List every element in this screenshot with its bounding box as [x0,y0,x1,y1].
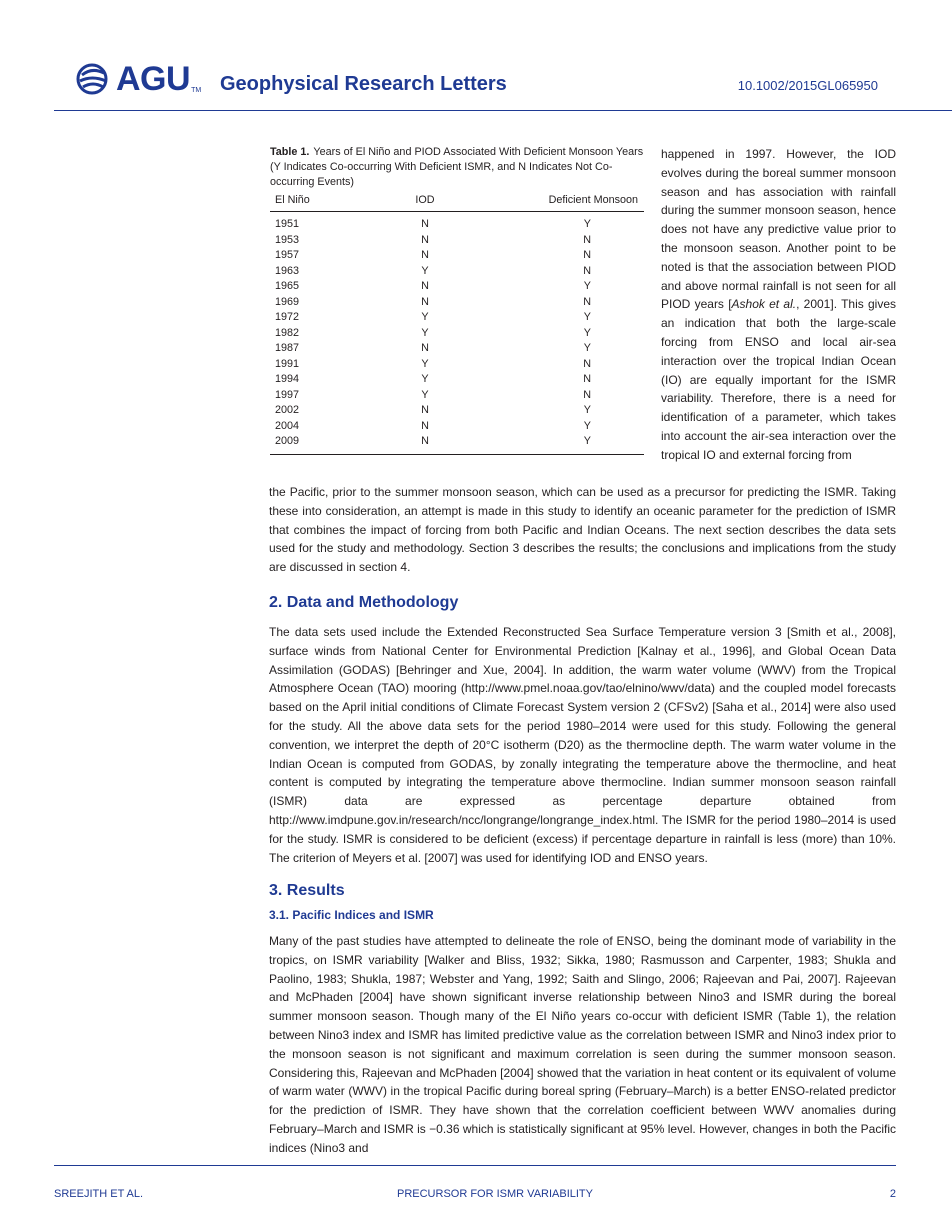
table-cell: 1991 [275,357,300,370]
table-cell: 1987 [275,342,300,354]
journal-title: Geophysical Research Letters [220,73,507,95]
table-row [270,264,644,280]
table-cell: Y [583,311,591,323]
table-header-row [270,192,644,212]
section-2-paragraph: The data sets used include the Extended Reconstructed Sea Surface Temperature version 3 [Smith et al., 2008], surface winds from National Center for Environmental Prediction [Kalnay et al., 1996], and Global Ocean Data Assimilation (GODAS) [Behringer and Xue, 2004]. In addition, the warm water volume (WWV) from the Tropical Atmosphere Ocean (TAO) mooring (http://www.pmel.noaa.gov/tao/elnino/wwv/data) and the coupled model forecasts based on the April initial conditions of Climate Forecast System version 2 (CFSv2) [Saha et al., 2014] were also used for the study. All the above data sets for the period 1980–2014 were used for this study. Following the general convention, we interpret the depth of 20°C isotherm (D20) as the thermocline depth. The warm water volume in the Indian Ocean is computed from GODAS, by zonally integrating the temperature above the thermocline, and heat content is computed by integrating the temperature above thermocline. Indian summer monsoon season rainfall (ISMR) data are expressed as percentage departure obtained from http://www.imdpune.gov.in/research/ncc/longrange/longrange_index.html. The ISMR for the period 1980–2014 is used for the study. ISMR is considered to be deficient (excess) if percentage departure in rainfall is less (more) than 10%. The criterion of Meyers et al. [2007] was used for identifying IOD and ENSO years. [269,625,896,865]
agu-globe-icon [76,63,114,95]
table-cell: 1957 [275,249,300,261]
table-cell: N [583,357,591,370]
table-cell: N [421,404,429,416]
table-cell: N [583,388,591,401]
table-header-cell: Deficient Monsoon [548,194,638,206]
table-row [270,233,644,249]
table-row [270,279,644,295]
table-cell: Y [583,342,591,354]
table-cell: 1969 [275,295,300,308]
table-cell: N [421,233,429,246]
table-cell: N [421,249,429,261]
table-cell: 1965 [275,280,300,292]
table-cell: 2009 [275,435,300,447]
section-3-1-heading: 3.1. Pacific Indices and ISMR [269,908,434,922]
table-row [270,248,644,264]
table-cell: N [421,280,429,292]
table-cell: N [421,419,429,432]
table-row [270,357,644,373]
table-row [270,388,644,404]
text-run: happened in 1997. However, the IOD evolves during the boreal summer monsoon season and has association with rainfall during the summer monsoon season, hence does not have any predictive value prior to the monsoon season. Another point to be noted is that the association between PIOD and above normal rainfall is not seen for all PIOD years [ [661,147,896,312]
table-cell: Y [421,357,429,370]
section-2-heading: 2. Data and Methodology [269,594,459,611]
table-cell: 1951 [275,218,300,230]
table-cell: N [421,295,429,308]
table-cell: Y [583,280,591,292]
table-row [270,372,644,388]
section-3-1-paragraph: Many of the past studies have attempted to delineate the role of ENSO, being the dominant mode of variability in the tropics, on ISMR variability [Walker and Bliss, 1932; Sikka, 1980; Rasmusson and Carpenter, 1983; Shukla and Paolino, 1983; Shukla, 1987; Webster and Yang, 1992; Saith and Slingo, 2006; Rajeevan and Pai, 2007]. Rajeevan and McPhaden [2004] have shown significant inverse relationship between Nino3 and ISMR during the boreal summer monsoon season. Though many of the El Niño years co-occur with deficient ISMR (Table 1), the relation between Nino3 index and ISMR has limited predictive value as the correlation between ISMR and Nino3 index prior to the monsoon season is not significant and maximum correlation is seen during the summer monsoon season. Considering this, Rajeevan and McPhaden [2004] showed that the variation in heat content or its equivalent of volume of warm water (WWV) in the tropical Pacific during boreal spring (February–March) is a better ENSO-related predictor for the prediction of ISMR. They have shown that the correlation coefficient between WWV anomalies during February–March and ISMR is −0.36 which is statistically significant at 95% level. However, changes in both the Pacific indices (Nino3 and [269,934,896,1155]
table-cell: Y [421,326,429,339]
table-cell: Y [583,218,591,230]
header-divider [54,110,952,111]
intro-paragraph-right-column [661,145,896,465]
table-cell: 1997 [275,388,300,401]
table-cell: Y [421,264,429,277]
table-cell: 1982 [275,326,300,339]
page-header [0,0,952,112]
intro-paragraph-full-width: the Pacific, prior to the summer monsoon season, which can be used as a precursor for predicting the ISMR. Taking these into consideration, an attempt is made in this study to identify an oceanic parameter for the prediction of ISMR that combines the impact of forcing from both Pacific and Indian Oceans. The next section describes the data sets used for the study and methodology. Section 3 describes the results; the conclusions and implications from the study are discussed in section 4. [269,485,896,575]
citation: Ashok et al. [731,297,797,312]
table-cell: 2002 [275,404,300,416]
table-header-cell: IOD [415,194,435,206]
table-cell: Y [421,311,429,323]
section-3-heading: 3. Results [269,882,345,899]
table-cell: Y [583,326,591,339]
text-run: , 2001]. This gives an indication that both the large-scale forcing from ENSO and local air-sea interaction over the tropical Indian Ocean (IO) are equally important for the ISMR variability. Therefore, there is a need for identification of a parameter, which takes into account the air-sea interaction over the tropical IO and external forcing from [661,297,897,462]
table-row [270,419,644,435]
table-row [270,217,644,233]
page-number: 2 [889,1188,896,1200]
table-row [270,310,644,326]
table-header-cell: El Niño [275,194,310,206]
table-cell: N [583,249,591,261]
logo-text: AGU [116,60,191,98]
table-cell: 2004 [275,419,300,432]
agu-logo [76,62,201,96]
logo-trademark: TM [191,87,202,94]
table-cell: 1994 [275,373,300,385]
table-cell: Y [421,373,429,385]
table-cell: N [583,295,591,308]
table-cell: Y [583,419,591,432]
table-cell: N [421,218,429,230]
table-1 [270,145,644,455]
table-body [270,212,644,455]
table-caption [270,145,644,190]
footer-authors: SREEJITH ET AL. [54,1188,144,1200]
table-row [270,295,644,311]
table-row [270,403,644,419]
table-cell: N [421,435,429,447]
table-cell: N [583,373,591,385]
footer-running-title: PRECURSOR FOR ISMR VARIABILITY [397,1188,593,1200]
table-cell: Y [583,404,591,416]
table-cell: Y [583,435,591,447]
table-cell: 1963 [275,264,300,277]
table-caption-text: Years of El Niño and PIOD Associated With Deficient Monsoon Years (Y Indicates Co-occurring With Deficient ISMR, and N Indicates Not Co-occurring Events) [270,146,644,188]
table-cell: 1953 [275,233,300,246]
table-row [270,326,644,342]
footer-divider [54,1165,896,1166]
table-cell: N [583,233,591,246]
table-row [270,434,644,450]
table-label: Table 1. [270,146,310,158]
doi: 10.1002/2015GL065950 [737,78,878,93]
table-row [270,341,644,357]
table-cell: 1972 [275,311,300,323]
table-cell: N [421,342,429,354]
table-cell: N [583,264,591,277]
table-cell: Y [421,388,429,401]
